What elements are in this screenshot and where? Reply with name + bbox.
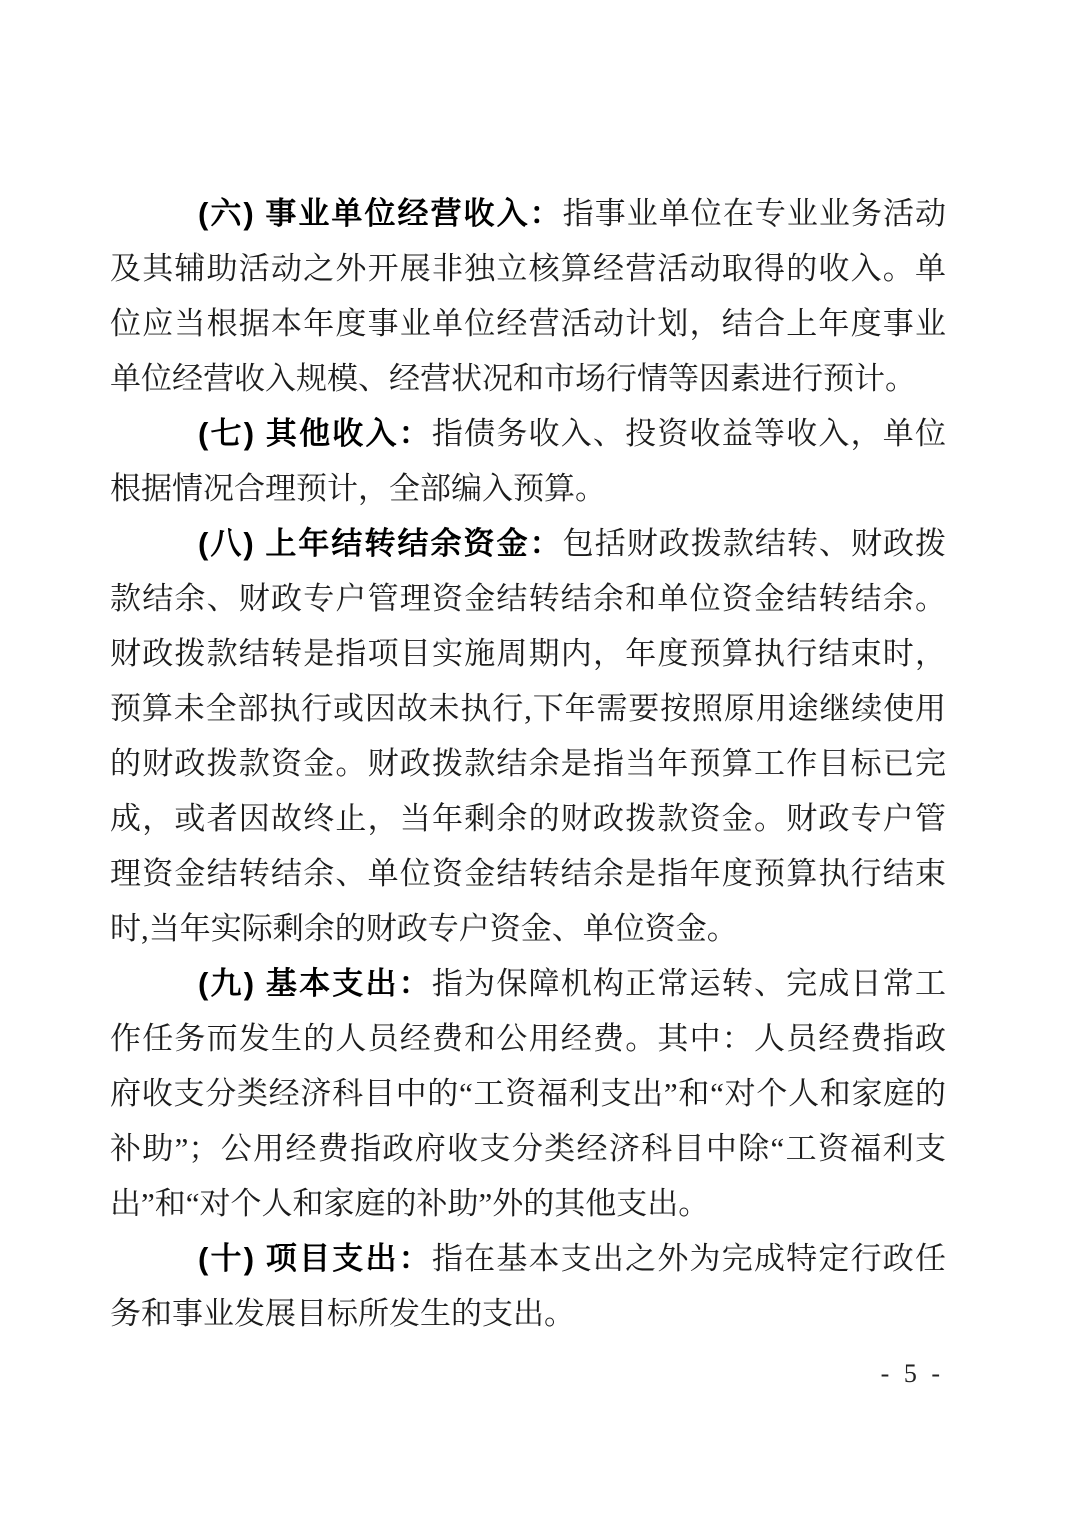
page-number: - 5 - (880, 1359, 944, 1388)
paragraph-9 (110, 956, 946, 1231)
paragraph-8-heading: (八) 上年结转结余资金： (198, 526, 563, 561)
paragraph-7-text: 指债务收入、投资收益等收入，单位根据情况合理预计，全部编入预算。 (110, 416, 946, 506)
paragraph-9-text: 指为保障机构正常运转、完成日常工作任务而发生的人员经费和公用经费。其中：人员经费指政府收支分类经济科目中的“工资福利支出”和“对个人和家庭的补助”；公用经费指政府收支分类经济科目中除“工资福利支出”和“对个人和家庭的补助”外的其他支出。 (110, 966, 946, 1221)
paragraph-9-heading: (九) 基本支出： (198, 966, 432, 1001)
paragraph-7 (110, 406, 946, 516)
paragraph-6 (110, 186, 946, 406)
paragraph-8 (110, 516, 946, 956)
paragraph-10 (110, 1231, 946, 1341)
paragraph-7-heading: (七) 其他收入： (198, 416, 432, 451)
paragraph-8-text: 包括财政拨款结转、财政拨款结余、财政专户管理资金结转结余和单位资金结转结余。财政拨款结转是指项目实施周期内，年度预算执行结束时，预算未全部执行或因故未执行,下年需要按照原用途继续使用的财政拨款资金。财政拨款结余是指当年预算工作目标已完成，或者因故终止，当年剩余的财政拨款资金。财政专户管理资金结转结余、单位资金结转结余是指年度预算执行结束时,当年实际剩余的财政专户资金、单位资金。 (110, 526, 947, 946)
paragraph-10-text: 指在基本支出之外为完成特定行政任务和事业发展目标所发生的支出。 (110, 1241, 946, 1331)
paragraph-6-heading: (六) 事业单位经营收入： (198, 196, 563, 231)
paragraph-6-text: 指事业单位在专业业务活动及其辅助活动之外开展非独立核算经营活动取得的收入。单位应当根据本年度事业单位经营活动计划，结合上年度事业单位经营收入规模、经营状况和市场行情等因素进行预计。 (110, 196, 947, 396)
paragraph-10-heading: (十) 项目支出： (198, 1241, 432, 1276)
